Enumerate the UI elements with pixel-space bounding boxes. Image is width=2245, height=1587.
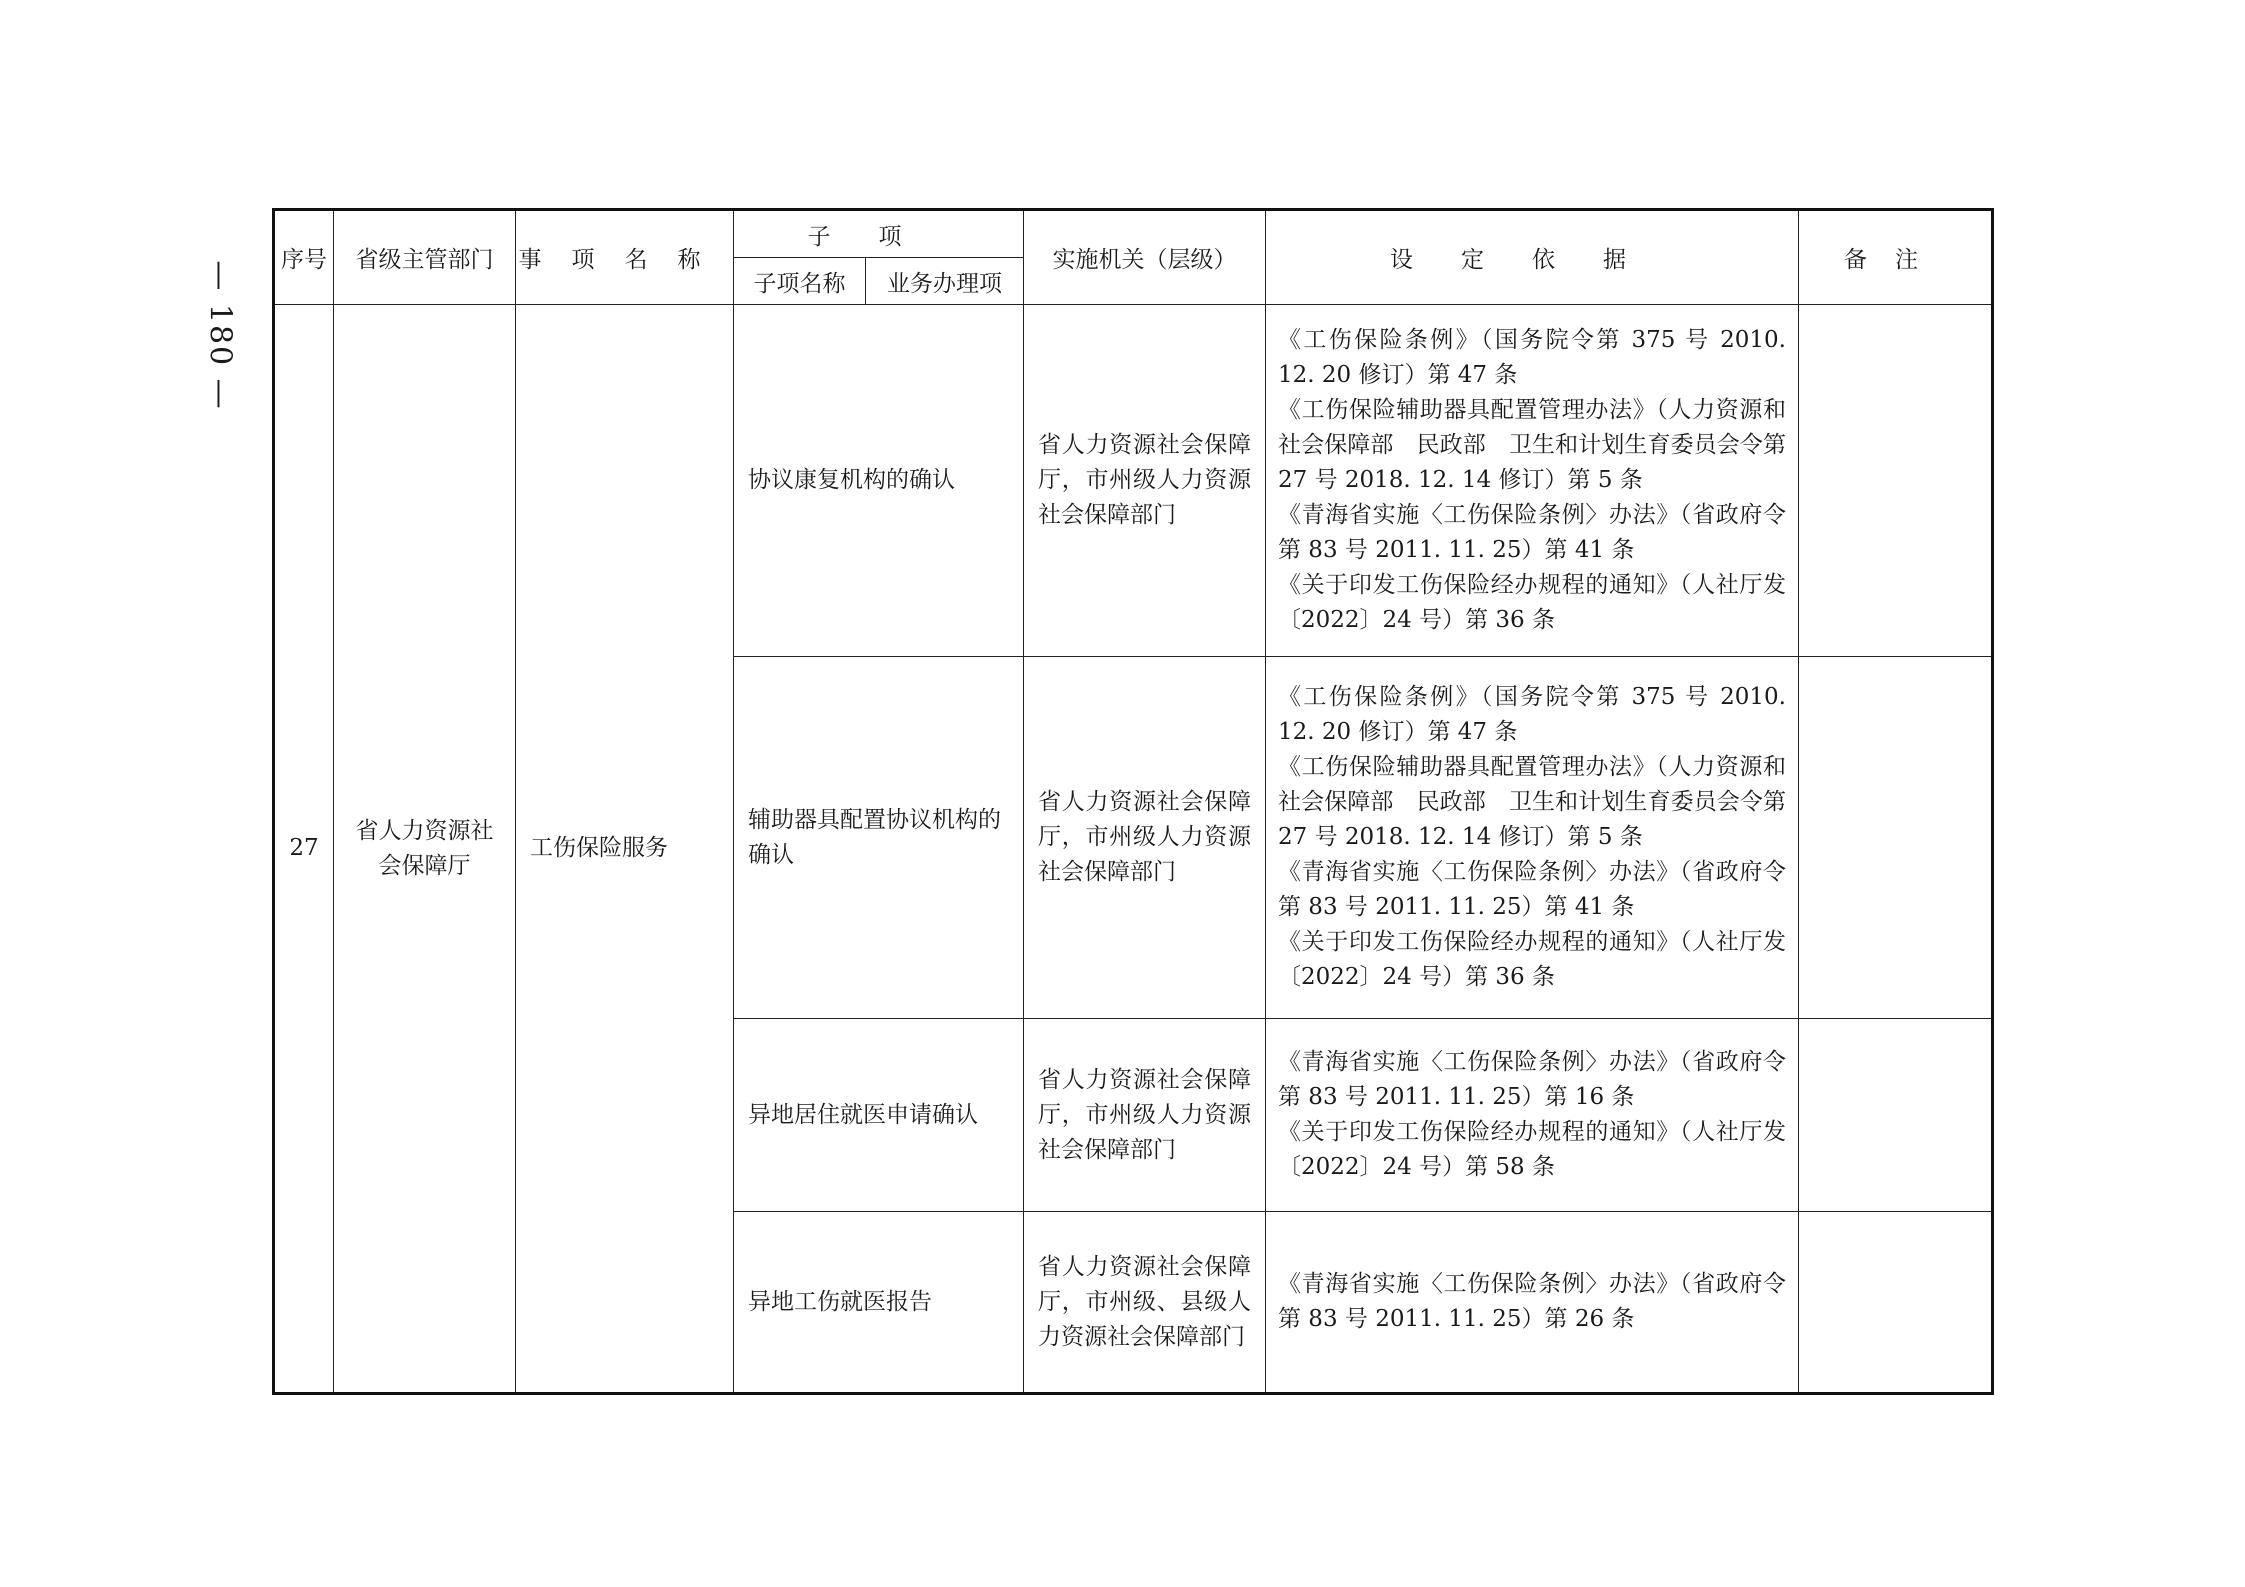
header-basis: 设定依据	[1266, 210, 1799, 305]
row-basis	[1266, 1019, 1799, 1212]
row-sub-name: 异地工伤就医报告	[734, 1212, 1024, 1394]
row-seq: 27	[274, 305, 334, 1394]
row-remark	[1799, 657, 1993, 1019]
basis-line: 《关于印发工伤保险经办规程的通知》（人社厅发〔2022〕24 号）第 36 条	[1278, 572, 1786, 633]
header-sub-item: 子项	[734, 210, 1024, 258]
row-sub-name: 异地居住就医申请确认	[734, 1019, 1024, 1212]
basis-line: 《工伤保险辅助器具配置管理办法》（人力资源和社会保障部 民政部 卫生和计划生育委员会令第 27 号 2018. 12. 14 修订）第 5 条	[1278, 397, 1786, 493]
basis-line: 《青海省实施〈工伤保险条例〉办法》（省政府令第 83 号 2011. 11. 25）第 41 条	[1278, 502, 1786, 563]
header-item-name: 事项名称	[516, 210, 734, 305]
basis-line: 《工伤保险条例》（国务院令第 375 号 2010. 12. 20 修订）第 47 条	[1278, 684, 1786, 745]
service-items-table	[272, 208, 1994, 1395]
header-row-1	[274, 210, 1993, 258]
row-dept: 省人力资源社会保障厅	[334, 305, 516, 1394]
row-remark	[1799, 1212, 1993, 1394]
header-sub-name: 子项名称	[734, 258, 866, 305]
basis-line: 《工伤保险辅助器具配置管理办法》（人力资源和社会保障部 民政部 卫生和计划生育委员会令第 27 号 2018. 12. 14 修订）第 5 条	[1278, 754, 1786, 850]
header-agency: 实施机关（层级）	[1024, 210, 1266, 305]
row-remark	[1799, 305, 1993, 657]
basis-line: 《关于印发工伤保险经办规程的通知》（人社厅发〔2022〕24 号）第 36 条	[1278, 929, 1786, 990]
basis-line: 《关于印发工伤保险经办规程的通知》（人社厅发〔2022〕24 号）第 58 条	[1278, 1119, 1786, 1180]
header-business: 业务办理项	[866, 258, 1024, 305]
table-row	[274, 305, 1993, 657]
row-sub-name: 协议康复机构的确认	[734, 305, 1024, 657]
basis-line: 《青海省实施〈工伤保险条例〉办法》（省政府令第 83 号 2011. 11. 25）第 41 条	[1278, 859, 1786, 920]
row-agency: 省人力资源社会保障厅，市州级、县级人力资源社会保障部门	[1024, 1212, 1266, 1394]
basis-line: 《工伤保险条例》（国务院令第 375 号 2010. 12. 20 修订）第 47 条	[1278, 327, 1786, 388]
row-basis	[1266, 305, 1799, 657]
page-number-text: — 180 —	[202, 259, 238, 411]
row-sub-name: 辅助器具配置协议机构的确认	[734, 657, 1024, 1019]
row-basis	[1266, 1212, 1799, 1394]
page-number	[190, 250, 250, 420]
row-agency: 省人力资源社会保障厅，市州级人力资源社会保障部门	[1024, 305, 1266, 657]
row-item-name: 工伤保险服务	[516, 305, 734, 1394]
basis-line: 《青海省实施〈工伤保险条例〉办法》（省政府令第 83 号 2011. 11. 25）第 16 条	[1278, 1049, 1786, 1110]
row-agency: 省人力资源社会保障厅，市州级人力资源社会保障部门	[1024, 1019, 1266, 1212]
row-agency: 省人力资源社会保障厅，市州级人力资源社会保障部门	[1024, 657, 1266, 1019]
basis-line: 《青海省实施〈工伤保险条例〉办法》（省政府令第 83 号 2011. 11. 25）第 26 条	[1278, 1271, 1786, 1332]
header-seq: 序号	[274, 210, 334, 305]
row-basis	[1266, 657, 1799, 1019]
header-remark: 备注	[1799, 210, 1993, 305]
header-dept: 省级主管部门	[334, 210, 516, 305]
row-remark	[1799, 1019, 1993, 1212]
